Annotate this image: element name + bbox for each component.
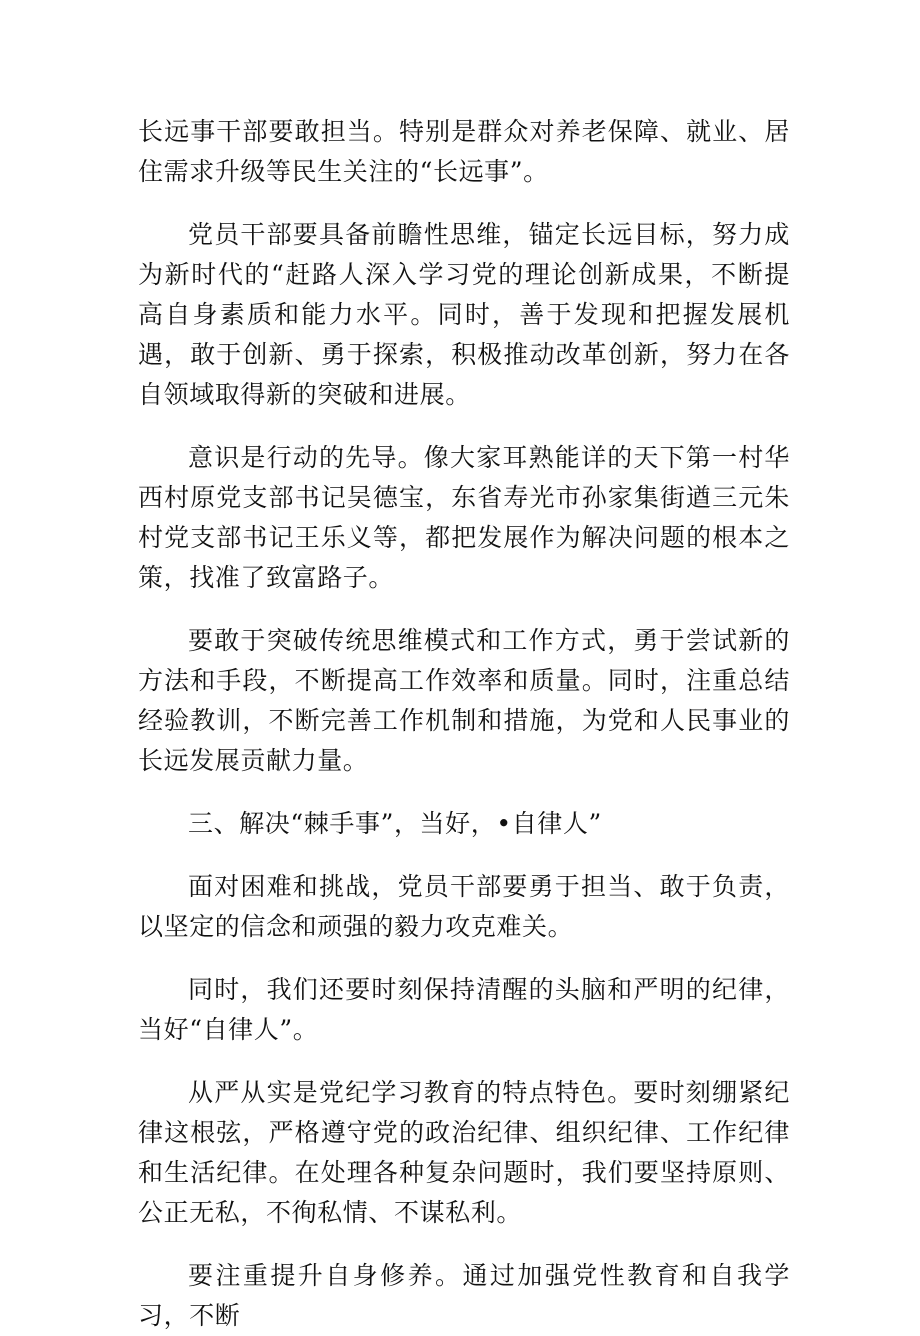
document-body — [138, 112, 790, 1336]
paragraph: 党员干部要具备前瞻性思维，锚定长远目标，努力成为新时代的“赶路人深入学习党的理论创新成果，不断提高自身素质和能力水平。同时，善于发现和把握发展机遇，敢于创新、勇于探索，积极推动改革创新，努力在各自领域取得新的突破和进展。 — [138, 220, 790, 409]
paragraph: 要敢于突破传统思维模式和工作方式，勇于尝试新的方法和手段，不断提高工作效率和质量。同时，注重总结经验教训，不断完善工作机制和措施，为党和人民事业的长远发展贡献力量。 — [138, 626, 790, 775]
paragraph: 面对困难和挑战，党员干部要勇于担当、敢于负责，以坚定的信念和顽强的毅力攻克难关。 — [138, 872, 790, 941]
paragraph: 同时，我们还要时刻保持清醒的头脑和严明的纪律，当好“自律人”。 — [138, 975, 790, 1044]
paragraph: 意识是行动的先导。像大家耳熟能详的天下第一村华西村原党支部书记吴德宝，东省寿光市孙家集街遒三元朱村党支部书记王乐义等，都把发展作为解决问题的根本之策，找准了致富路子。 — [138, 443, 790, 592]
paragraph: 从严从实是党纪学习教育的特点特色。要时刻绷紧纪律这根弦，严格遵守党的政治纪律、组织纪律、工作纪律和生活纪律。在处理各种复杂问题时，我们要坚持原则、公正无私，不徇私情、不谋私利。 — [138, 1078, 790, 1227]
paragraph-truncated: 要注重提升自身修养。通过加强党性教育和自我学习，不断 — [138, 1261, 790, 1330]
section-heading: 三、解决“棘手事”，当好，•自律人” — [188, 809, 602, 838]
paragraph-continued: 长远事干部要敢担当。特别是群众对养老保障、就业、居住需求升级等民生关注的“长远事”。 — [138, 117, 790, 186]
